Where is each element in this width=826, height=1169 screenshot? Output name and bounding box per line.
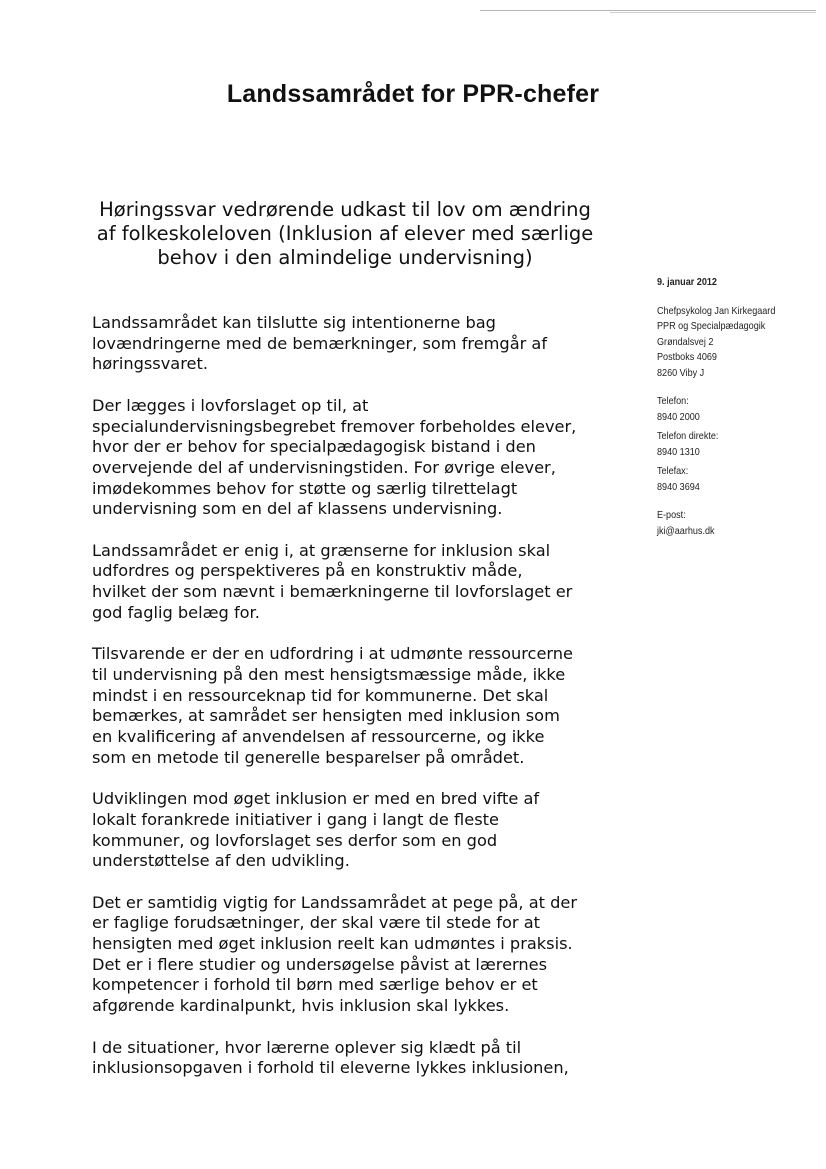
body-line: kommuner, og lovforslaget ses derfor som en god xyxy=(92,830,498,850)
body-line: undervisning som en del af klassens undervisning. xyxy=(92,499,503,519)
email-label: E-post: xyxy=(657,510,686,521)
address-line: 8260 Viby J xyxy=(657,367,705,379)
document-heading xyxy=(70,198,620,270)
fax-label: Telefax: xyxy=(657,466,689,477)
phone-number: 8940 2000 xyxy=(657,411,700,423)
address-line: Postboks 4069 xyxy=(657,352,717,363)
body-line: god faglig belæg for. xyxy=(92,602,260,622)
body-line: imødekommes behov for støtte og særlig tilrettelagt xyxy=(92,478,518,498)
address-line: Chefpsykolog Jan Kirkegaard xyxy=(657,305,776,317)
body-paragraph xyxy=(92,1038,612,1079)
body-line: Det er samtidig vigtig for Landssamrådet at pege på, at der xyxy=(92,892,578,912)
body-line: udfordres og perspektiveres på en konstruktiv måde, xyxy=(92,561,523,581)
body-line: hvor der er behov for specialpædagogisk bistand i den xyxy=(92,437,536,457)
body-line: bemærkes, at samrådet ser hensigten med inklusion som xyxy=(92,706,560,726)
email-address: jki@aarhus.dk xyxy=(657,525,715,537)
body-paragraph xyxy=(92,313,612,375)
heading-line: af folkeskoleloven (Inklusion af elever med særlige xyxy=(96,222,594,245)
body-line: hvilket der som nævnt i bemærkningerne til lovforslaget er xyxy=(92,582,573,602)
heading-line: behov i den almindelige undervisning) xyxy=(157,246,533,269)
body-line: afgørende kardinalpunkt, hvis inklusion skal lykkes. xyxy=(92,996,510,1016)
body-line: specialundervisningsbegrebet fremover forbeholdes elever, xyxy=(92,416,577,436)
body-line: kompetencer i forhold til børn med særlige behov er et xyxy=(92,975,538,995)
letter-date: 9. januar 2012 xyxy=(657,277,717,288)
body-paragraph xyxy=(92,789,612,872)
direct-phone-label: Telefon direkte: xyxy=(657,431,719,442)
body-line: understøttelse af den udvikling. xyxy=(92,851,350,871)
body-line: som en metode til generelle besparelser på området. xyxy=(92,747,525,767)
phone-label: Telefon: xyxy=(657,396,689,407)
body-line: er faglige forudsætninger, der skal være til stede for at xyxy=(92,913,540,933)
body-paragraph xyxy=(92,893,612,1017)
body-line: lovændringerne med de bemærkninger, som fremgår af xyxy=(92,333,548,353)
address-line: PPR og Specialpædagogik xyxy=(657,321,766,332)
body-line: Det er i flere studier og undersøgelse påvist at lærernes xyxy=(92,954,548,974)
body-line: høringssvaret. xyxy=(92,354,208,374)
letter-body xyxy=(92,313,612,1100)
address-line: Grøndalsvej 2 xyxy=(657,336,714,348)
body-paragraph xyxy=(92,644,612,768)
fax-number: 8940 3694 xyxy=(657,481,700,493)
body-line: mindst i en ressourceknap tid for kommunerne. Det skal xyxy=(92,685,549,705)
organization-title: Landssamrådet for PPR-chefer xyxy=(226,80,600,108)
direct-phone-number: 8940 1310 xyxy=(657,446,700,458)
body-line: Landssamrådet kan tilslutte sig intentionerne bag xyxy=(92,313,496,332)
body-line: Tilsvarende er der en udfordring i at udmønte ressourcerne xyxy=(92,644,573,664)
body-line: Der lægges i lovforslaget op til, at xyxy=(92,395,369,415)
body-line: Landssamrådet er enig i, at grænserne for inklusion skal xyxy=(92,540,551,560)
scan-artifact-line xyxy=(610,12,816,13)
body-paragraph xyxy=(92,541,612,624)
body-line: hensigten med øget inklusion reelt kan udmøntes i praksis. xyxy=(92,934,573,954)
scan-artifact-line xyxy=(480,10,816,11)
body-paragraph xyxy=(92,396,612,520)
sender-info xyxy=(657,275,798,539)
body-line: I de situationer, hvor lærerne oplever sig klædt på til xyxy=(92,1037,522,1057)
body-line: til undervisning på den mest hensigtsmæssige måde, ikke xyxy=(92,664,566,684)
body-line: inklusionsopgaven i forhold til eleverne lykkes inklusionen, xyxy=(92,1058,569,1078)
body-line: lokalt forankrede initiativer i gang i langt de fleste xyxy=(92,809,499,829)
body-line: Udviklingen mod øget inklusion er med en bred vifte af xyxy=(92,789,540,809)
body-line: overvejende del af undervisningstiden. For øvrige elever, xyxy=(92,457,556,477)
body-line: en kvalificering af anvendelsen af ressourcerne, og ikke xyxy=(92,727,545,747)
heading-line: Høringssvar vedrørende udkast til lov om ændring xyxy=(99,198,591,221)
